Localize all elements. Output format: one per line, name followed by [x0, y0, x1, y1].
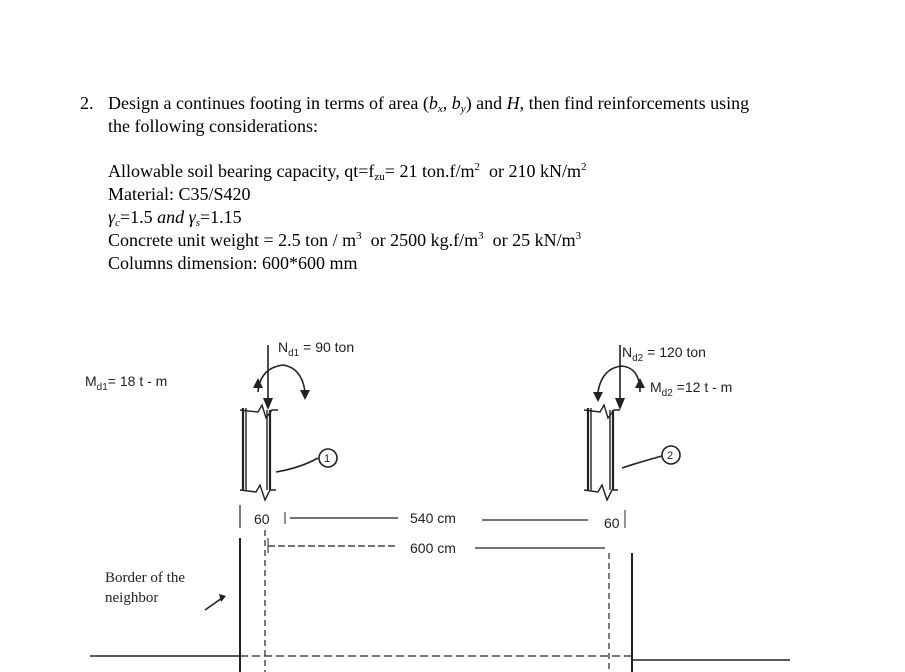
moment-arc-1 — [258, 365, 305, 392]
soil-capacity: Allowable soil bearing capacity, $qt=f_{zu}= 21$ $ton.f/m^2$ or 210 $kN/m^2$ — [108, 161, 587, 183]
dim-600: 600 cm — [410, 540, 456, 556]
border-label-2: neighbor — [105, 590, 159, 606]
question-line-2: the following considerations: — [108, 116, 318, 136]
border-label-1: Border of the — [105, 570, 185, 586]
moment-arc-2 — [598, 366, 640, 392]
dim-540: 540 cm — [410, 510, 456, 526]
md1-label: $M_{d1}= 18$ t - m — [85, 373, 168, 393]
columns-dimension: Columns dimension: 600*600 mm — [108, 253, 358, 273]
dim-left-60: 60 — [254, 511, 270, 527]
md2-label: $M_{d2} =12$ t - m — [650, 379, 733, 399]
safety-factors: $\gamma_c=1.5$ and $\gamma_s=1.15$ — [108, 207, 242, 229]
question-number: 2. — [80, 93, 94, 113]
circle-2-label: 2 — [667, 450, 674, 462]
concrete-unit-weight: Concrete unit weight = 2.5 ton / $m^3$ or 2500 $kg.f/m^3$ or 25 $kN/m^3$ — [108, 230, 582, 250]
question-line-1: Design a continues footing in terms of area ($b_x$, $b_y$) and H, then find reinforcements using — [108, 93, 750, 115]
dim-right-60: 60 — [604, 515, 620, 531]
material: Material: C35/S420 — [108, 184, 251, 204]
border-arrow — [205, 598, 222, 610]
nd1-label: $N_{d1} = 90$ ton — [278, 339, 355, 359]
circle-1-label: 1 — [324, 453, 331, 465]
nd2-label: $N_{d2} = 120$ ton — [622, 344, 706, 364]
